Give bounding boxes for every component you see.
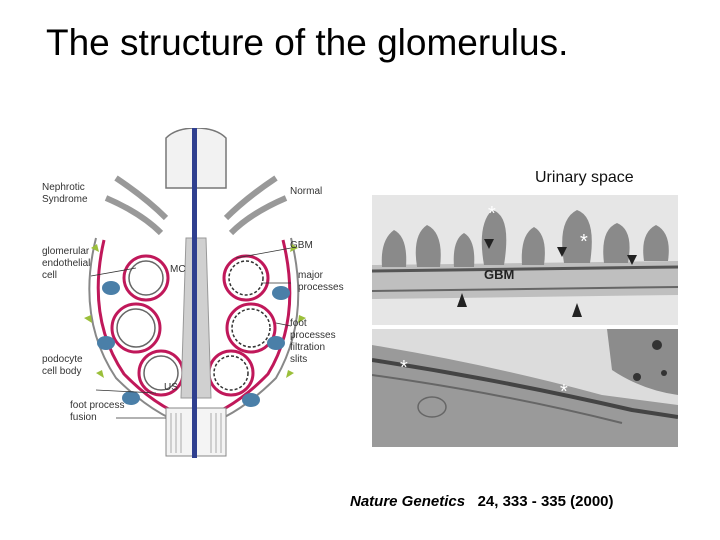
- label-podocyte: podocyte: [42, 354, 83, 365]
- em-gbm-label: GBM: [484, 267, 515, 282]
- label-normal: Normal: [290, 186, 323, 197]
- label-filtration: filtration: [290, 342, 326, 353]
- citation-journal: Nature Genetics: [350, 493, 466, 510]
- capillary-loop: [209, 351, 253, 395]
- podocyte-body: [102, 281, 120, 295]
- label-cell-body: cell body: [42, 366, 82, 377]
- label-mc: MC: [170, 264, 186, 275]
- podocyte-body: [267, 336, 285, 350]
- electron-micrographs: [372, 195, 678, 447]
- urinary-space-label: Urinary space: [535, 169, 634, 186]
- asterisk-marker: *: [488, 203, 496, 225]
- capillary-loop: [124, 256, 168, 300]
- citation-details: [469, 493, 613, 510]
- capillary-loop: [112, 304, 160, 352]
- podocyte-body: [272, 286, 290, 300]
- label-glomerular: glomerular: [42, 246, 90, 257]
- label-syndrome: Syndrome: [42, 194, 88, 205]
- label-processes-2: processes: [290, 330, 336, 341]
- label-endothelial: endothelial: [42, 258, 91, 269]
- asterisk-marker: *: [580, 231, 588, 253]
- podocyte-body: [122, 391, 140, 405]
- label-nephrotic: Nephrotic: [42, 182, 85, 193]
- page-title: The structure of the glomerulus.: [46, 22, 569, 63]
- asterisk-marker: *: [560, 381, 568, 403]
- label-gbm: GBM: [290, 240, 313, 251]
- citation-volume-pages: 24, 333 - 335 (2000): [477, 493, 614, 510]
- label-fusion: fusion: [70, 412, 97, 423]
- glomerulus-schematic: [36, 128, 366, 458]
- divider-line: [192, 128, 197, 458]
- label-us: US: [164, 382, 178, 393]
- capillary-loop: [224, 256, 268, 300]
- label-slits: slits: [290, 354, 308, 365]
- label-major: major: [298, 270, 324, 281]
- podocyte-body: [242, 393, 260, 407]
- asterisk-marker: *: [400, 357, 408, 379]
- label-cell: cell: [42, 270, 58, 281]
- micrograph-drawing: [372, 195, 678, 447]
- label-foot: foot: [290, 318, 307, 329]
- vesicle: [661, 370, 667, 376]
- citation: [350, 493, 614, 510]
- label-processes: processes: [298, 282, 344, 293]
- label-foot-process: foot process: [70, 400, 125, 411]
- panel-gap: [372, 325, 678, 329]
- vesicle: [633, 373, 641, 381]
- vesicle: [652, 340, 662, 350]
- podocyte-body: [97, 336, 115, 350]
